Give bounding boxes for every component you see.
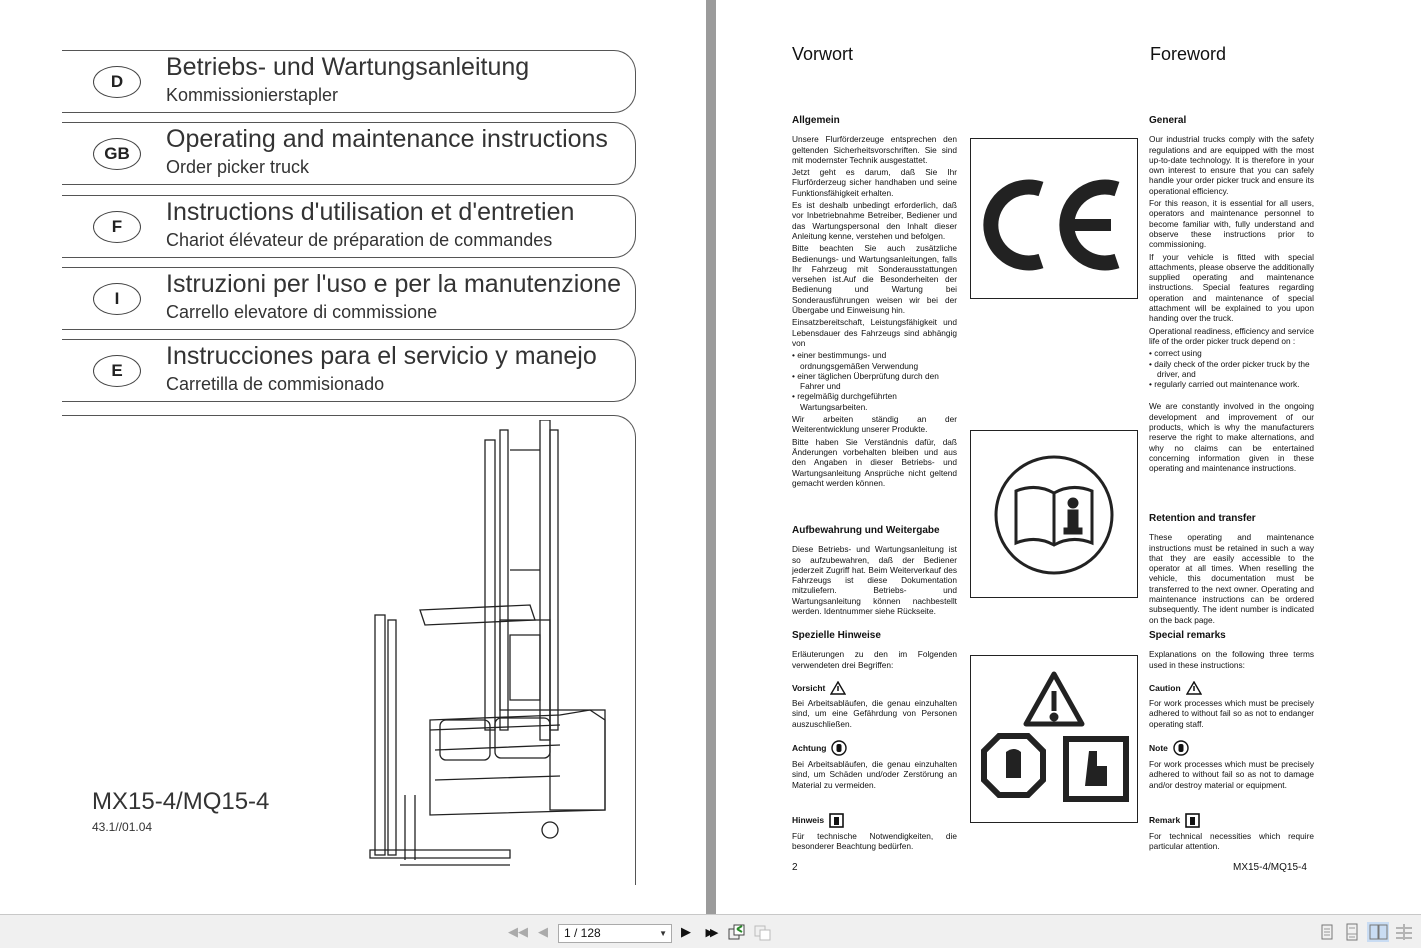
single-page-icon bbox=[1316, 922, 1338, 942]
language-badge: E bbox=[93, 355, 141, 387]
language-badge: GB bbox=[93, 138, 141, 170]
paragraph: Wir arbeiten ständig an der Weiterentwicklung unserer Produkte. bbox=[792, 414, 957, 435]
list-item: • regelmäßig durchgeführten Wartungsarbeiten. bbox=[792, 391, 957, 412]
language-title: Betriebs- und Wartungsanleitung bbox=[166, 53, 530, 81]
term-de-2 bbox=[792, 813, 957, 854]
right-page bbox=[716, 0, 1421, 914]
term-label: Note bbox=[1149, 740, 1314, 756]
term-en-2 bbox=[1149, 813, 1314, 854]
two-page-continuous-icon bbox=[1393, 922, 1415, 942]
paragraph: Bitte haben Sie Verständnis dafür, daß Änderungen vorbehalten bleiben und aus den Angaben in dieser Betriebs- und Wartungsanleitung Ansprüche nicht geltend gemacht werden können. bbox=[792, 436, 957, 488]
section-heading: Spezielle Hinweise bbox=[792, 630, 881, 641]
document-version: 43.1//01.04 bbox=[92, 820, 153, 834]
paragraph: These operating and maintenance instructions must be retained in such a way that they are easily accessible to the operator at all times. When reselling the vehicle, this documentation must be transferred to the next owner. Operating and maintenance instructions can be ordered subsequently. The ident number is indicated on the back page. bbox=[1149, 532, 1314, 625]
language-badge: I bbox=[93, 283, 141, 315]
term-label: Achtung bbox=[792, 740, 957, 756]
language-section-d bbox=[62, 50, 636, 113]
single-page-view-button[interactable] bbox=[1316, 922, 1338, 942]
order-picker-truck-illustration bbox=[360, 420, 610, 880]
caution-triangle-icon bbox=[830, 681, 846, 695]
language-subtitle: Chariot élévateur de préparation de commandes bbox=[166, 230, 553, 250]
book-info-icon bbox=[971, 431, 1137, 597]
model-number: MX15-4/MQ15-4 bbox=[92, 788, 270, 815]
paragraph: Bitte beachten Sie auch zusätzliche Bedienungs- und Wartungsanleitungen, falls Ihr Fahrzeug mit Sonderausstattungen versehen ist.Auf die Besonderheiten der Bedienung und Wartung bei Sonderausführungen weisen wir bei der Übergabe und Einweisung hin. bbox=[792, 243, 957, 316]
note-hand-circle-icon bbox=[1173, 740, 1189, 756]
section-heading: Special remarks bbox=[1149, 630, 1226, 641]
term-de-1 bbox=[792, 740, 957, 792]
term-description: Für technische Notwendigkeiten, die besonderer Beachtung bedürfen. bbox=[792, 831, 957, 852]
go-forward-view-button[interactable] bbox=[754, 923, 772, 941]
language-title: Operating and maintenance instructions bbox=[166, 125, 608, 153]
next-view-icon bbox=[754, 923, 772, 941]
note-hand-circle-icon bbox=[831, 740, 847, 756]
section-heading: Allgemein bbox=[792, 115, 840, 126]
list-item: • correct using bbox=[1149, 348, 1314, 358]
next-page-button[interactable] bbox=[677, 923, 695, 941]
next-page-icon: ▶ bbox=[681, 924, 691, 939]
previous-page-icon: ◀ bbox=[538, 924, 548, 939]
list-item: • einer täglichen Überprüfung durch den Fahrer und bbox=[792, 371, 957, 392]
language-subtitle: Kommissionierstapler bbox=[166, 85, 339, 105]
paragraph: For this reason, it is essential for all users, operators and maintenance personnel to become familiar with, fully understand and observe these instructions prior to commissioning. bbox=[1149, 198, 1314, 250]
previous-page-button[interactable] bbox=[534, 923, 552, 941]
language-title: Instructions d'utilisation et d'entretien bbox=[166, 198, 575, 226]
go-back-view-button[interactable] bbox=[728, 923, 746, 941]
term-label: Caution bbox=[1149, 681, 1314, 695]
paragraph: Einsatzbereitschaft, Leistungsfähigkeit und Lebensdauer des Fahrzeugs sind abhängig von bbox=[792, 317, 957, 348]
two-page-continuous-view-button[interactable] bbox=[1393, 922, 1415, 942]
paragraph: Unsere Flurförderzeuge entsprechen den geltenden Sicherheitsvorschriften. Sie sind mit modernster Technik ausgestattet. bbox=[792, 134, 957, 165]
language-subtitle: Carretilla de commisionado bbox=[166, 374, 385, 394]
paragraph: Diese Betriebs- und Wartungsanleitung ist so aufzubewahren, daß der Bediener jederzeit Zugriff hat. Beim Weiterverkauf des Fahrzeugs ist diese Dokumentation mitzuliefern. Betriebs- und Wartungsanleitung können nachbestellt werden. Identnummer siehe Rückseite. bbox=[792, 544, 957, 617]
paragraph: Es ist deshalb unbedingt erforderlich, daß vor Inbetriebnahme Betreiber, Bediener und das Wartungspersonal den Inhalt dieser Anleitung kenne, verstehen und befolgen. bbox=[792, 200, 957, 241]
page-number-input[interactable] bbox=[558, 924, 672, 943]
language-section-i bbox=[62, 267, 636, 330]
caution-triangle-icon bbox=[1186, 681, 1202, 695]
language-badge: D bbox=[93, 66, 141, 98]
remark-hand-square-icon bbox=[1185, 813, 1200, 828]
read-manual-image bbox=[970, 430, 1138, 598]
page-title-de: Vorwort bbox=[792, 44, 854, 64]
retention-section-en bbox=[1149, 514, 1314, 627]
list-item: • regularly carried out maintenance work. bbox=[1149, 379, 1314, 389]
term-description: For technical necessities which require particular attention. bbox=[1149, 831, 1314, 852]
paragraph: Explanations on the following three terms used in these instructions: bbox=[1149, 649, 1314, 670]
paragraph: If your vehicle is fitted with special attachments, please observe the additionally supplied operating and maintenance instructions. Special features regarding operation and maintenance of special attachment will be explained to you upon handing over the truck. bbox=[1149, 251, 1314, 324]
list-item: • einer bestimmungs- und ordnungsgemäßen Verwendung bbox=[792, 350, 957, 371]
section-heading: Aufbewahrung und Weitergabe bbox=[792, 525, 940, 536]
bullet-list bbox=[792, 350, 957, 412]
section-heading: Retention and transfer bbox=[1149, 513, 1256, 524]
chevron-down-icon[interactable]: ▼ bbox=[659, 929, 667, 938]
list-item: • daily check of the order picker truck by the driver, and bbox=[1149, 359, 1314, 380]
term-description: Bei Arbeitsabläufen, die genau einzuhalten sind, um Schäden und/oder Zerstörung an Material zu vermeiden. bbox=[792, 759, 957, 790]
paragraph: We are constantly involved in the ongoing development and improvement of our products, which is why the manufacturers reserve the right to make alternations, and why no claims can be entertained concerning information given in these operating and maintenance instructions. bbox=[1149, 401, 1314, 474]
term-description: For work processes which must be precisely adhered to without fail so as not to endanger operating staff. bbox=[1149, 698, 1314, 729]
ce-mark-image bbox=[970, 138, 1138, 299]
term-label: Hinweis bbox=[792, 813, 957, 828]
language-subtitle: Order picker truck bbox=[166, 157, 310, 177]
paragraph: Operational readiness, efficiency and service life of the order picker truck depend on : bbox=[1149, 325, 1314, 346]
first-page-button[interactable] bbox=[509, 923, 527, 941]
term-label: Vorsicht bbox=[792, 681, 957, 695]
term-description: Bei Arbeitsabläufen, die genau einzuhalten sind, um eine Gefährdung von Personen auszuschließen. bbox=[792, 698, 957, 729]
term-en-1 bbox=[1149, 740, 1314, 792]
retention-section-de bbox=[792, 526, 957, 618]
remark-hand-square-icon bbox=[829, 813, 844, 828]
left-page bbox=[0, 0, 706, 914]
language-section-gb bbox=[62, 122, 636, 185]
last-page-button[interactable] bbox=[701, 923, 719, 941]
paragraph: Erläuterungen zu den im Folgenden verwendeten drei Begriffen: bbox=[792, 649, 957, 670]
first-page-icon: ◀◀ bbox=[508, 924, 528, 939]
language-section-f bbox=[62, 195, 636, 258]
term-description: For work processes which must be precisely adhered to without fail so as not to damage and/or destroy material or equipment. bbox=[1149, 759, 1314, 790]
page-title-en: Foreword bbox=[1150, 44, 1227, 64]
previous-view-icon bbox=[728, 923, 746, 941]
term-en-0 bbox=[1149, 681, 1314, 731]
general-section-en bbox=[1149, 116, 1314, 476]
language-title: Instrucciones para el servicio y manejo bbox=[166, 342, 597, 370]
bullet-list bbox=[1149, 348, 1314, 389]
special-section-en bbox=[1149, 631, 1314, 672]
language-badge: F bbox=[93, 211, 141, 243]
last-page-icon: ▶▶ bbox=[705, 926, 715, 939]
continuous-page-icon bbox=[1341, 922, 1363, 942]
ce-mark-icon bbox=[971, 139, 1137, 298]
page-footer-model: MX15-4/MQ15-4 bbox=[1233, 862, 1307, 873]
paragraph: Our industrial trucks comply with the safety regulations and are equipped with the most up-to-date technology. It is therefore in your own interest to ensure that you can safely handle your order picker truck and ensure its operational efficiency. bbox=[1149, 134, 1314, 196]
page-number-value: 1 / 128 bbox=[564, 926, 601, 940]
two-page-view-button[interactable] bbox=[1367, 922, 1389, 942]
paragraph: Jetzt geht es darum, daß Sie Ihr Flurförderzeug sicher handhaben und seine Funktionsfähigkeit erhalten. bbox=[792, 167, 957, 198]
special-section-de bbox=[792, 631, 957, 672]
page-number: 2 bbox=[792, 862, 798, 873]
section-heading: General bbox=[1149, 115, 1187, 126]
term-de-0 bbox=[792, 681, 957, 731]
general-section-de bbox=[792, 116, 957, 490]
pdf-viewer-toolbar bbox=[0, 914, 1421, 948]
language-title: Istruzioni per l'uso e per la manutenzione bbox=[166, 270, 622, 298]
safety-symbols-image bbox=[970, 655, 1138, 823]
language-subtitle: Carrello elevatore di commissione bbox=[166, 302, 438, 322]
term-label: Remark bbox=[1149, 813, 1314, 828]
warning-symbols-icon bbox=[971, 656, 1137, 822]
continuous-view-button[interactable] bbox=[1341, 922, 1363, 942]
two-page-icon bbox=[1367, 922, 1389, 942]
language-section-e bbox=[62, 339, 636, 402]
